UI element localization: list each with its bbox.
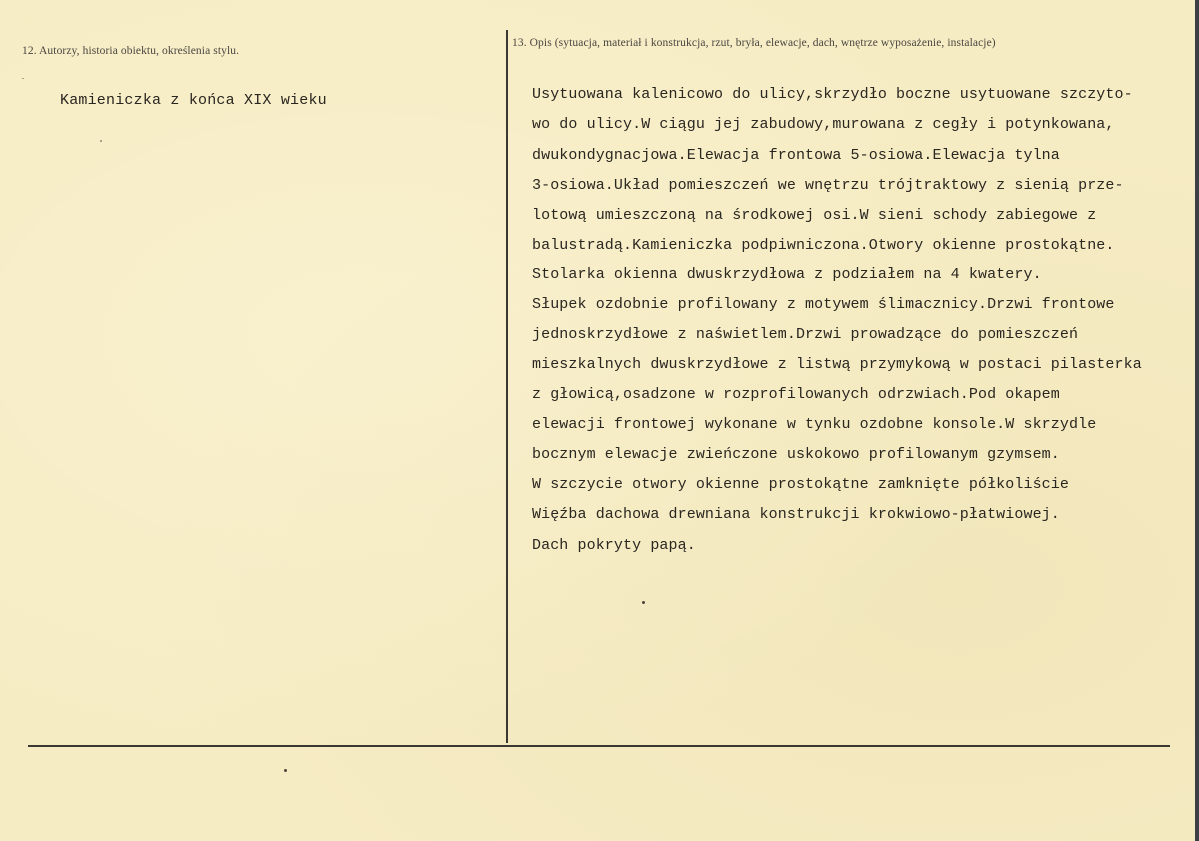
description-line: Więźba dachowa drewniana konstrukcji krokwiowo-płatwiowej. (532, 506, 1060, 523)
description-line: W szczycie otwory okienne prostokątne zamknięte półkoliście (532, 476, 1069, 493)
description-line: z głowicą,osadzone w rozprofilowanych odrzwiach.Pod okapem (532, 386, 1060, 403)
column-divider (506, 30, 508, 743)
description-line: lotową umieszczoną na środkowej osi.W sieni schody zabiegowe z (532, 207, 1097, 224)
description-line: Dach pokryty papą. (532, 537, 696, 554)
description-line: balustradą.Kamieniczka podpiwniczona.Otwory okienne prostokątne. (532, 237, 1115, 254)
description-line: wo do ulicy.W ciągu jej zabudowy,murowana z cegły i potynkowana, (532, 116, 1115, 133)
section-12-header: 12. Autorzy, historia obiektu, określenia stylu. (22, 45, 240, 57)
ink-speck (284, 769, 287, 772)
bottom-rule (28, 745, 1170, 747)
section-13-header: 13. Opis (sytuacja, materiał i konstrukcja, rzut, bryła, elewacje, dach, wnętrze wyposażenie, instalacje) (512, 37, 996, 49)
section-12-value: Kamieniczka z końca XIX wieku (60, 92, 327, 109)
description-line: mieszkalnych dwuskrzydłowe z listwą przymykową w postaci pilasterka (532, 356, 1142, 373)
description-line: dwukondygnacjowa.Elewacja frontowa 5-osiowa.Elewacja tylna (532, 147, 1060, 164)
description-line: jednoskrzydłowe z naświetlem.Drzwi prowadzące do pomieszczeń (532, 326, 1079, 343)
description-line: bocznym elewacje zwieńczone uskokowo profilowanym gzymsem. (532, 446, 1060, 463)
description-line: elewacji frontowej wykonane w tynku ozdobne konsole.W skrzydle (532, 416, 1097, 433)
description-line: 3-osiowa.Układ pomieszczeń we wnętrzu trójtraktowy z sienią prze- (532, 177, 1124, 194)
ink-speck (100, 140, 102, 142)
ink-speck (22, 78, 24, 79)
description-line: Stolarka okienna dwuskrzydłowa z podziałem na 4 kwatery. (532, 266, 1042, 283)
scan-edge (1195, 0, 1199, 841)
ink-speck (642, 601, 645, 604)
description-line: Usytuowana kalenicowo do ulicy,skrzydło boczne usytuowane szczyto- (532, 86, 1133, 103)
description-line: Słupek ozdobnie profilowany z motywem ślimacznicy.Drzwi frontowe (532, 296, 1115, 313)
